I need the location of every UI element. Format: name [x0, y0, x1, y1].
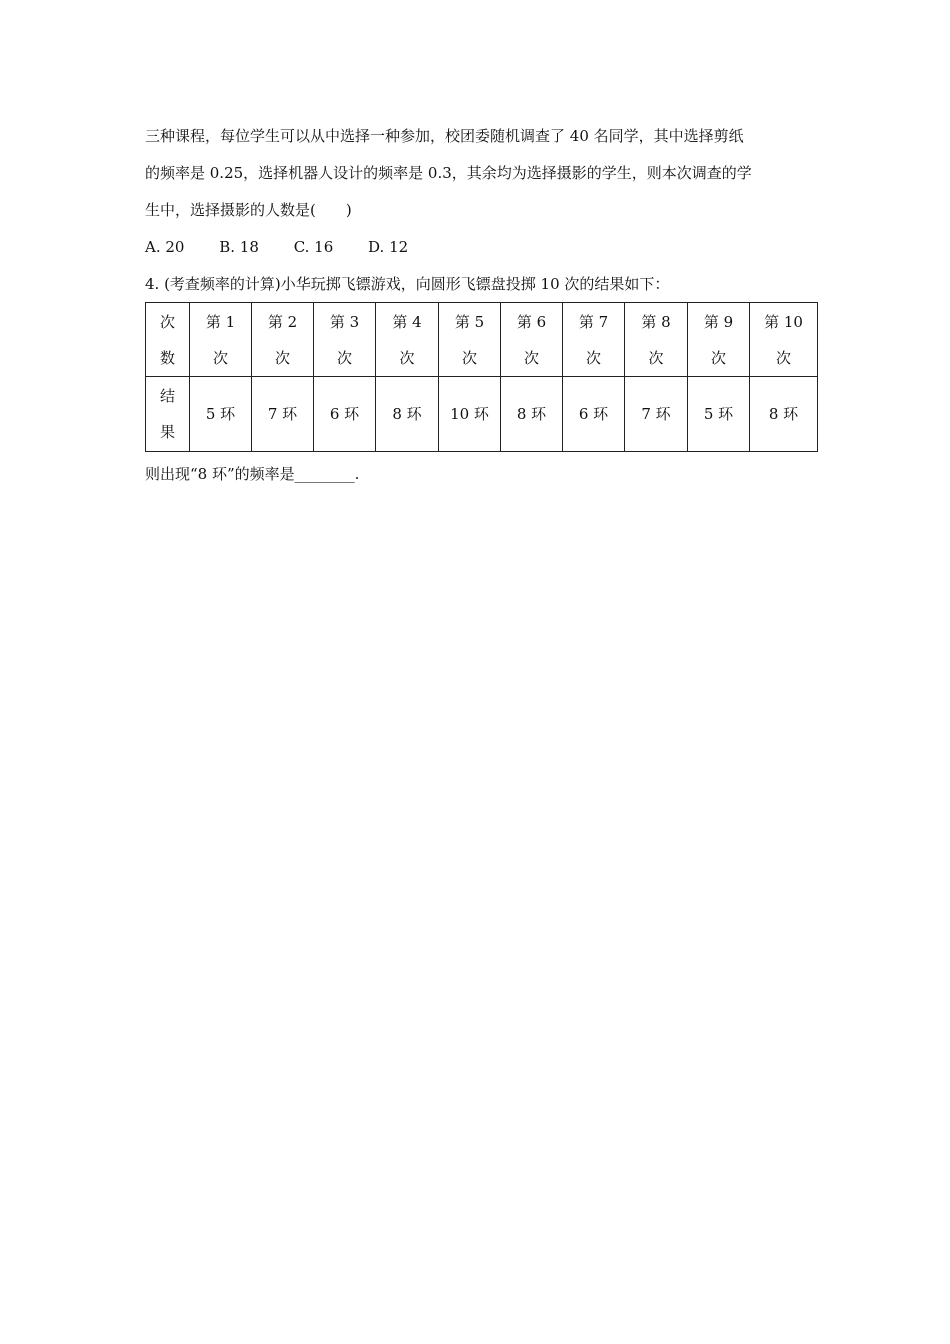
question-3-line-2: 的频率是 0.25，选择机器人设计的频率是 0.3，其余均为选择摄影的学生，则本次调查的学: [145, 164, 752, 182]
table-cell: 第 2 次: [252, 303, 314, 377]
table-cell: 7 环: [252, 377, 314, 452]
table-cell: 10 环: [439, 377, 501, 452]
table-cell: 6 环: [314, 377, 376, 452]
dart-results-table: [145, 302, 818, 452]
question-3-line-1: 三种课程，每位学生可以从中选择一种参加，校团委随机调查了 40 名同学，其中选择剪纸: [145, 127, 744, 145]
option-d: D. 12: [368, 238, 409, 256]
document-page: [145, 118, 817, 493]
question-3-options: [145, 229, 817, 266]
table-cell: 第 6 次: [501, 303, 563, 377]
table-cell: 8 环: [376, 377, 439, 452]
question-3-line-3: 生中，选择摄影的人数是( ): [145, 201, 352, 219]
table-cell: 8 环: [501, 377, 563, 452]
table-cell: 第 4 次: [376, 303, 439, 377]
question-4-title: 4. (考查频率的计算)小华玩掷飞镖游戏，向圆形飞镖盘投掷 10 次的结果如下：: [145, 275, 670, 293]
table-cell: 第 3 次: [314, 303, 376, 377]
table-cell: 第 9 次: [688, 303, 750, 377]
table-header-cell: 次 数: [146, 303, 190, 377]
table-cell: 8 环: [750, 377, 818, 452]
table-cell: 第 10 次: [750, 303, 818, 377]
option-b: B. 18: [219, 238, 259, 256]
option-c: C. 16: [293, 238, 334, 256]
table-cell: 6 环: [563, 377, 625, 452]
table-header-cell: 结 果: [146, 377, 190, 452]
table-cell: 5 环: [190, 377, 252, 452]
table-cell: 5 环: [688, 377, 750, 452]
question-4-prompt: 则出现“8 环”的频率是________.: [145, 465, 360, 483]
table-cell: 第 8 次: [625, 303, 688, 377]
table-cell: 7 环: [625, 377, 688, 452]
table-cell: 第 7 次: [563, 303, 625, 377]
option-a: A. 20: [145, 238, 185, 256]
table-row-results: [146, 377, 818, 452]
table-cell: 第 5 次: [439, 303, 501, 377]
table-row-throws: [146, 303, 818, 377]
table-cell: 第 1 次: [190, 303, 252, 377]
